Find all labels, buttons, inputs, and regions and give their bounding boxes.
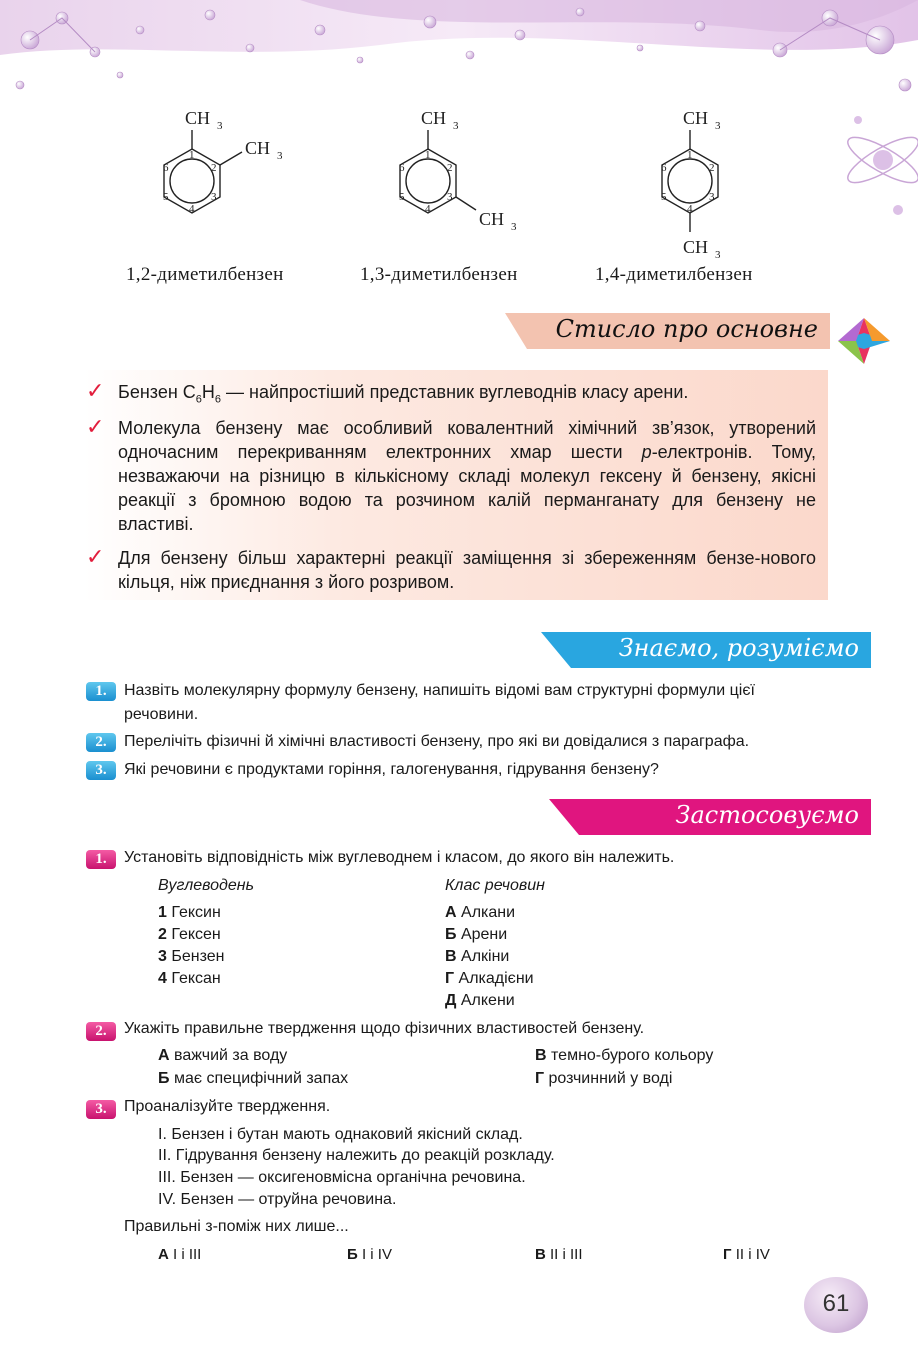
svg-text:5: 5	[399, 191, 405, 203]
svg-text:3: 3	[709, 191, 715, 203]
molecule-14-dimethylbenzene	[648, 102, 758, 262]
molecule-13-dimethylbenzene	[383, 102, 533, 232]
question-number: 1.	[86, 682, 116, 701]
answer-option: В II і III	[535, 1246, 583, 1263]
molecule-12-dimethylbenzene	[150, 102, 300, 232]
statement: IV. Бензен — отруйна речовина.	[158, 1191, 397, 1208]
list-item: Д Алкени	[445, 992, 515, 1009]
question-prompt: Правильні з-поміж них лише...	[124, 1218, 349, 1235]
check-icon: ✓	[86, 544, 105, 569]
svg-text:1: 1	[189, 149, 195, 161]
list-item: А Алкани	[445, 904, 516, 921]
list-item: В Алкіни	[445, 948, 510, 965]
answer-option: Б має специфічний запах	[158, 1070, 349, 1087]
svg-text:4: 4	[425, 203, 431, 215]
substituent-label: CH	[421, 108, 447, 128]
substituent-label: CH	[683, 108, 709, 128]
statement: III. Бензен — оксигеновмісна органічна речовина.	[158, 1169, 526, 1186]
question-number: 2.	[86, 1022, 116, 1041]
svg-text:5: 5	[163, 191, 169, 203]
svg-text:3: 3	[715, 120, 721, 132]
list-item: 2 Гексен	[158, 926, 221, 943]
substituent-label: CH	[479, 209, 505, 229]
answer-option: В темно-бурого кольору	[535, 1047, 714, 1064]
question-text: Укажіть правильне твердження щодо фізичних властивостей бензену.	[124, 1020, 645, 1037]
summary-banner	[505, 313, 830, 349]
svg-text:3: 3	[447, 191, 453, 203]
answer-option: А важчий за воду	[158, 1047, 288, 1064]
svg-text:2: 2	[447, 162, 453, 174]
statement: I. Бензен і бутан мають однаковий якісний склад.	[158, 1126, 523, 1143]
column-header: Вуглеводень	[158, 877, 254, 894]
molecule-name: 1,3-диметилбензен	[360, 264, 518, 285]
list-item: Б Арени	[445, 926, 508, 943]
question-number: 3.	[86, 761, 116, 780]
svg-text:4: 4	[189, 203, 195, 215]
know-title: Знаємо, розуміємо	[618, 634, 859, 662]
svg-text:2: 2	[211, 162, 217, 174]
check-icon: ✓	[86, 378, 105, 403]
svg-text:1: 1	[425, 149, 431, 161]
statement: II. Гідрування бензену належить до реакцій розкладу.	[158, 1147, 555, 1164]
list-item: 1 Гексин	[158, 904, 221, 921]
svg-text:3: 3	[511, 221, 517, 232]
question-text: Назвіть молекулярну формулу бензену, напишіть відомі вам структурні формули цієї речовини.	[124, 682, 755, 723]
question-text: Проаналізуйте твердження.	[124, 1098, 331, 1115]
summary-title: Стисло про основне	[555, 315, 818, 343]
know-banner	[541, 632, 871, 668]
svg-text:2: 2	[709, 162, 715, 174]
summary-bullet: Молекула бензену має особливий ковалентний хімічний зв’язок, утворений одночасним перекриванням електронних хмар шести p-електронів. Тому, незважаючи на різницю в кількісному складі молекул гексену й бензену, якісні реакції з бромною водою та розчином калій перманганату для бензену не властиві.	[118, 418, 816, 534]
substituent-label: CH	[683, 237, 709, 257]
svg-text:3: 3	[715, 249, 721, 261]
apply-title: Застосовуємо	[675, 801, 859, 829]
atom-decoration	[828, 100, 918, 230]
answer-option: Б I і IV	[347, 1246, 392, 1263]
svg-text:5: 5	[661, 191, 667, 203]
column-header: Клас речовин	[445, 877, 545, 894]
summary-bullet: Для бензену більш характерні реакції заміщення зі збереженням бензе-нового кільця, ніж приєднання з його розривом.	[118, 548, 816, 592]
list-item: 4 Гексан	[158, 970, 221, 987]
molecule-name: 1,2-диметилбензен	[126, 264, 284, 285]
svg-text:6: 6	[399, 162, 405, 174]
svg-text:3: 3	[211, 191, 217, 203]
svg-text:6: 6	[163, 162, 169, 174]
check-icon: ✓	[86, 414, 105, 439]
list-item: Г Алкадієни	[445, 970, 534, 987]
svg-text:3: 3	[453, 120, 459, 132]
list-item: 3 Бензен	[158, 948, 225, 965]
question-text: Перелічіть фізичні й хімічні властивості бензену, про які ви довідалися з параграфа.	[124, 733, 750, 750]
molecule-name: 1,4-диметилбензен	[595, 264, 753, 285]
substituent-label: CH	[245, 138, 271, 158]
svg-text:3: 3	[217, 120, 223, 132]
svg-text:6: 6	[661, 162, 667, 174]
substituent-label: CH	[185, 108, 211, 128]
summary-star-icon	[836, 316, 892, 366]
answer-option: Г II і IV	[723, 1246, 770, 1263]
page-number: 61	[822, 1290, 850, 1317]
svg-text:3: 3	[277, 150, 283, 162]
question-text: Які речовини є продуктами горіння, галогенування, гідрування бензену?	[124, 761, 659, 778]
answer-option: Г розчинний у воді	[535, 1070, 673, 1087]
question-number: 3.	[86, 1100, 116, 1119]
svg-text:1: 1	[687, 149, 693, 161]
answer-option: А I і III	[158, 1246, 202, 1263]
question-number: 2.	[86, 733, 116, 752]
apply-banner	[549, 799, 871, 835]
svg-text:4: 4	[687, 203, 693, 215]
question-number: 1.	[86, 850, 116, 869]
question-text: Установіть відповідність між вуглеводнем і класом, до якого він належить.	[124, 849, 675, 866]
summary-bullet: Бензен $C_6H_6$ — найпростіший представник вуглеводнів класу арени.	[118, 382, 689, 406]
